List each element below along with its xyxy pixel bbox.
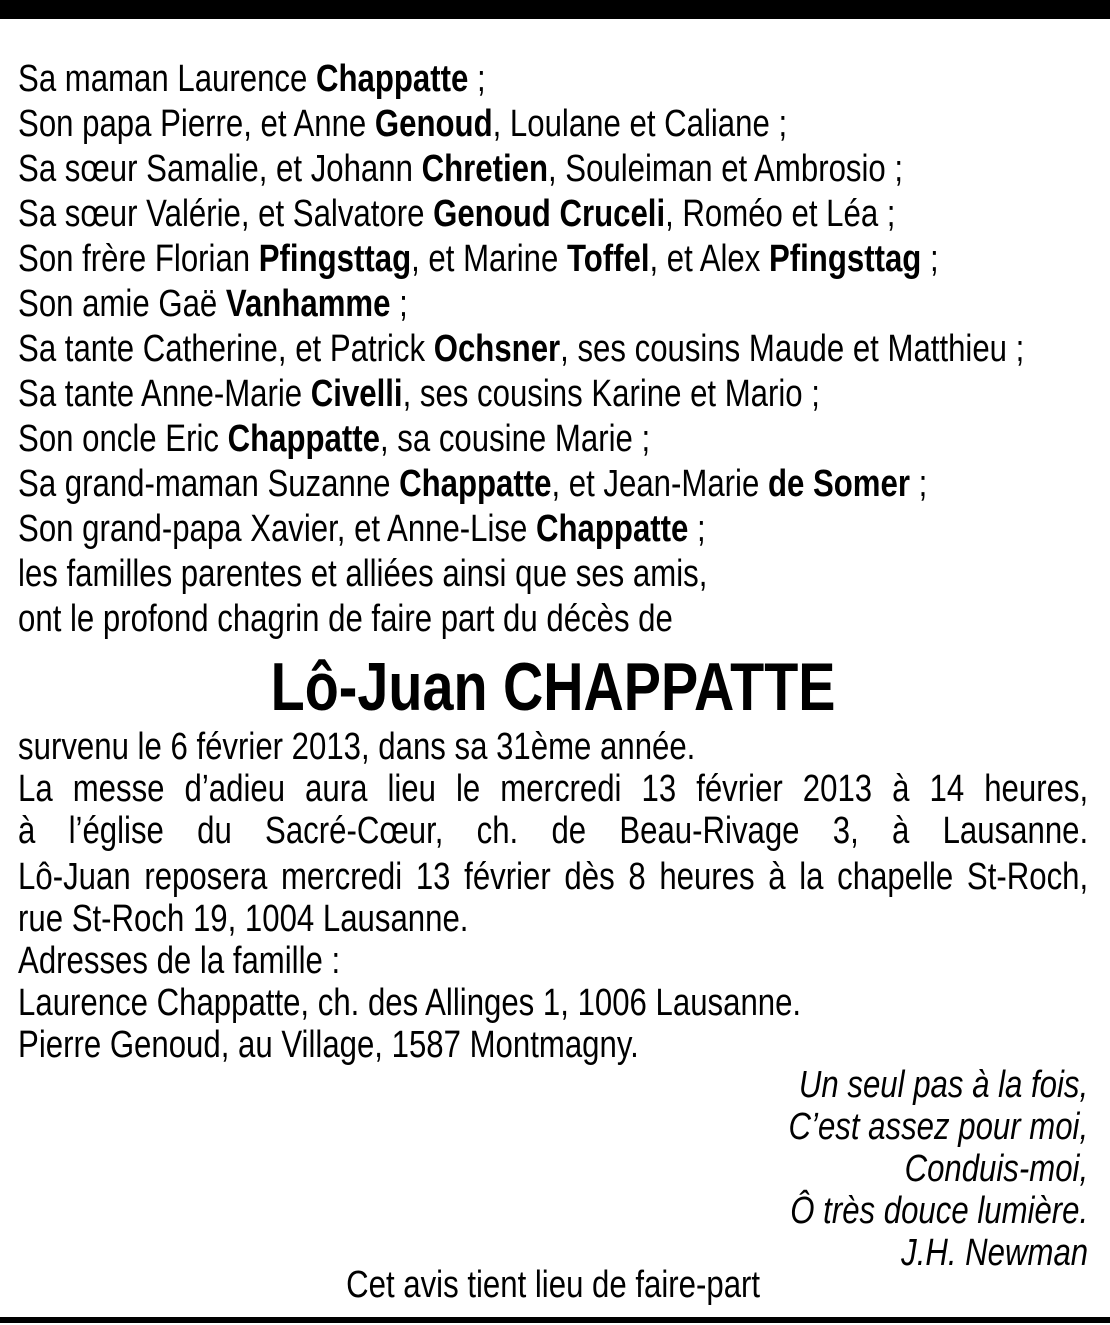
family-line: Son oncle Eric Chappatte, sa cousine Marie ; [18,418,651,460]
family-line: Son amie Gaë Vanhamme ; [18,283,408,325]
family-line: Sa grand-maman Suzanne Chappatte, et Jean-Marie de Somer ; [18,463,928,505]
detail-line: Adresses de la famille : [18,940,341,982]
quote-line: C’est assez pour moi, [788,1106,1089,1148]
family-line: Sa maman Laurence Chappatte ; [18,58,486,100]
detail-line: Lô-Juan reposera mercredi 13 février dès 8 heures à la chapelle St-Roch, [18,856,1089,898]
quote-attribution: J.H. Newman [901,1232,1089,1274]
quote-line: Un seul pas à la fois, [798,1064,1089,1106]
family-line: Son frère Florian Pfingsttag, et Marine Toffel, et Alex Pfingsttag ; [18,238,939,280]
family-line: Son papa Pierre, et Anne Genoud, Loulane et Caliane ; [18,103,788,145]
closing-line: les familles parentes et alliées ainsi que ses amis, [18,553,708,595]
quote-line: Conduis-moi, [904,1148,1089,1190]
detail-line: rue St-Roch 19, 1004 Lausanne. [18,898,469,940]
family-list [18,57,1088,642]
footer-note: Cet avis tient lieu de faire-part [346,1264,761,1306]
detail-line: à l’église du Sacré-Cœur, ch. de Beau-Rivage 3, à Lausanne. [18,810,1089,852]
family-line: Sa tante Anne-Marie Civelli, ses cousins Karine et Mario ; [18,373,820,415]
bottom-border-bar [0,1317,1110,1323]
memorial-quote [18,1064,1088,1274]
family-line: Sa sœur Samalie, et Johann Chretien, Souleiman et Ambrosio ; [18,148,904,190]
detail-line: Pierre Genoud, au Village, 1587 Montmagny. [18,1024,639,1066]
family-line: Sa sœur Valérie, et Salvatore Genoud Cruceli, Roméo et Léa ; [18,193,896,235]
deceased-name-title: Lô-Juan CHAPPATTE [270,649,836,725]
detail-line: La messe d’adieu aura lieu le mercredi 13 février 2013 à 14 heures, [18,768,1089,810]
detail-line: survenu le 6 février 2013, dans sa 31ème année. [18,726,696,768]
top-border-bar [0,0,1110,19]
notice-content [0,19,1109,1306]
family-line: Sa tante Catherine, et Patrick Ochsner, ses cousins Maude et Matthieu ; [18,328,1025,370]
family-line: Son grand-papa Xavier, et Anne-Lise Chappatte ; [18,508,706,550]
details-block [18,726,1088,1066]
quote-line: Ô très douce lumière. [790,1190,1089,1232]
detail-line: Laurence Chappatte, ch. des Allinges 1, 1006 Lausanne. [18,982,802,1024]
closing-line: ont le profond chagrin de faire part du décès de [18,598,673,640]
